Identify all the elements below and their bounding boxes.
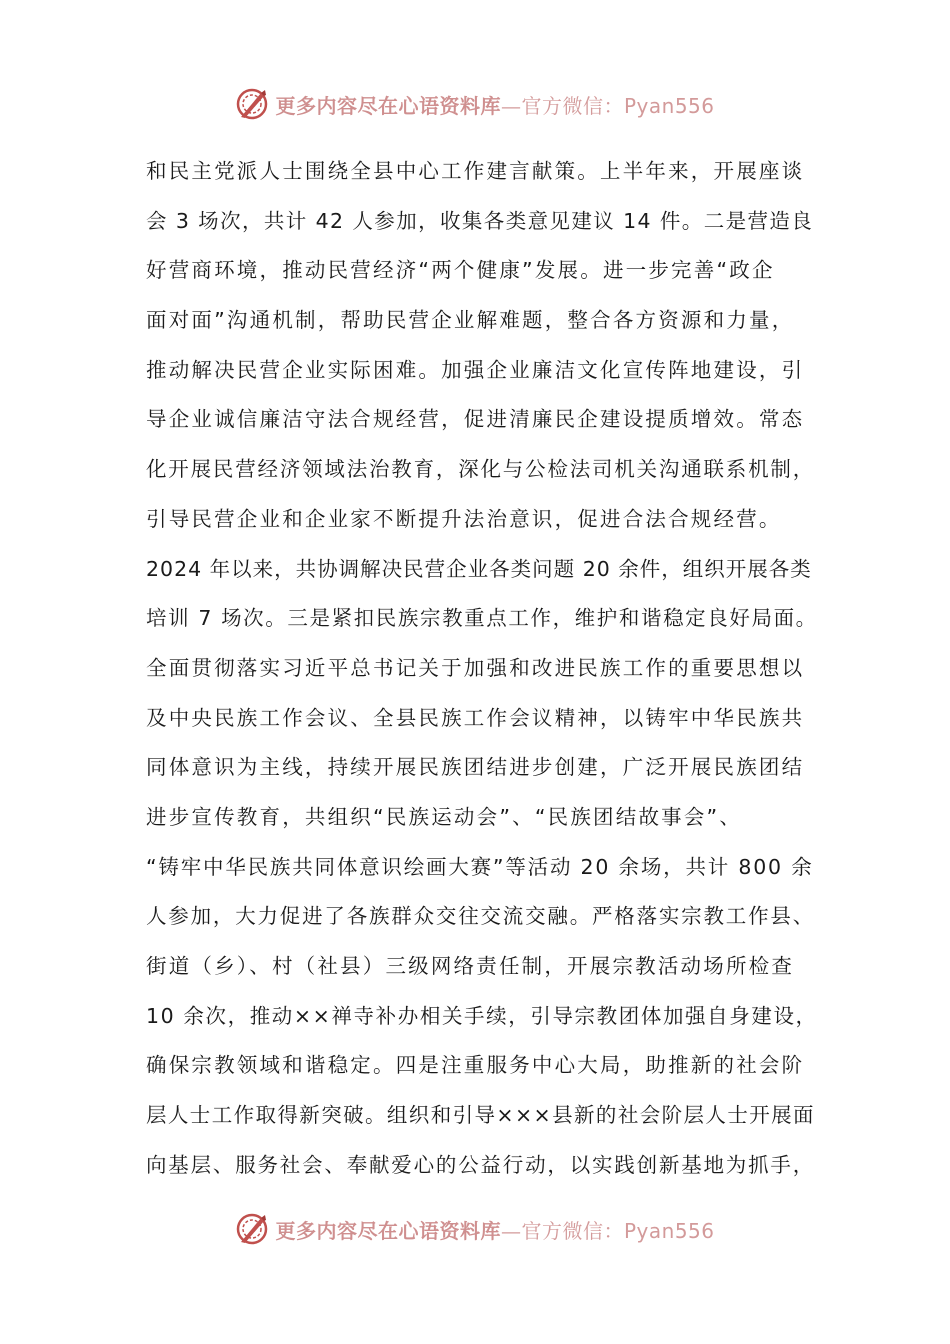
text-line: 会 3 场次，共计 42 人参加，收集各类意见建议 14 件。二是营造良 — [146, 208, 814, 233]
quill-logo-icon — [235, 1212, 269, 1246]
footer-banner-text — [275, 1215, 714, 1244]
text-line: 确保宗教领域和谐稳定。四是注重服务中心大局，助推新的社会阶 — [146, 1053, 805, 1078]
footer-wechat-id: Pyan556 — [623, 1218, 715, 1243]
text-line: 2024 年以来，共协调解决民营企业各类问题 20 余件，组织开展各类 — [146, 556, 812, 581]
text-line: 向基层、服务社会、奉献爱心的公益行动，以实践创新基地为抓手， — [146, 1152, 815, 1177]
header-brand: 更多内容尽在心语资料库 — [275, 93, 501, 118]
header-wechat-label: 官方微信： — [521, 93, 624, 118]
text-line: 培训 7 场次。三是紧扣民族宗教重点工作，维护和谐稳定良好局面。 — [146, 606, 818, 631]
header-banner-text — [275, 90, 714, 119]
quill-logo-icon — [235, 87, 269, 121]
header-banner — [0, 84, 950, 124]
text-line: 10 余次，推动××禅寺补办相关手续，引导宗教团体加强自身建设， — [146, 1003, 818, 1028]
text-line: 街道（乡）、村（社县）三级网络责任制，开展宗教活动场所检查 — [146, 954, 795, 978]
text-line: “铸牢中华民族共同体意识绘画大赛”等活动 20 余场，共计 800 余 — [146, 854, 814, 879]
footer-banner — [0, 1209, 950, 1249]
text-line: 好营商环境，推动民营经济“两个健康”发展。进一步完善“政企 — [146, 258, 775, 283]
header-separator: — — [500, 93, 522, 118]
footer-separator: — — [500, 1218, 522, 1243]
text-line: 人参加，大力促进了各族群众交往交流交融。严格落实宗教工作县、 — [146, 904, 815, 929]
footer-brand: 更多内容尽在心语资料库 — [275, 1218, 501, 1243]
text-line: 导企业诚信廉洁守法合规经营，促进清廉民企建设提质增效。常态 — [146, 407, 805, 432]
text-line: 全面贯彻落实习近平总书记关于加强和改进民族工作的重要思想以 — [146, 655, 805, 680]
text-line: 同体意识为主线，持续开展民族团结进步创建，广泛开展民族团结 — [146, 755, 805, 780]
text-line: 化开展民营经济领域法治教育，深化与公检法司机关沟通联系机制， — [146, 457, 815, 482]
text-line: 进步宣传教育，共组织“民族运动会”、“民族团结故事会”、 — [146, 804, 743, 829]
text-line: 引导民营企业和企业家不断提升法治意识，促进合法合规经营。 — [146, 506, 782, 531]
text-line: 和民主党派人士围绕全县中心工作建言献策。上半年来，开展座谈 — [146, 159, 805, 183]
text-line: 层人士工作取得新突破。组织和引导×××县新的社会阶层人士开展面 — [146, 1103, 815, 1128]
text-line: 面对面”沟通机制，帮助民营企业解难题，整合各方资源和力量， — [146, 308, 795, 333]
text-line: 及中央民族工作会议、全县民族工作会议精神，以铸牢中华民族共 — [146, 705, 805, 730]
body-text — [146, 147, 818, 1190]
header-wechat-id: Pyan556 — [623, 93, 715, 118]
text-line: 推动解决民营企业实际困难。加强企业廉洁文化宣传阵地建设，引 — [146, 357, 805, 382]
footer-wechat-label: 官方微信： — [521, 1218, 624, 1243]
